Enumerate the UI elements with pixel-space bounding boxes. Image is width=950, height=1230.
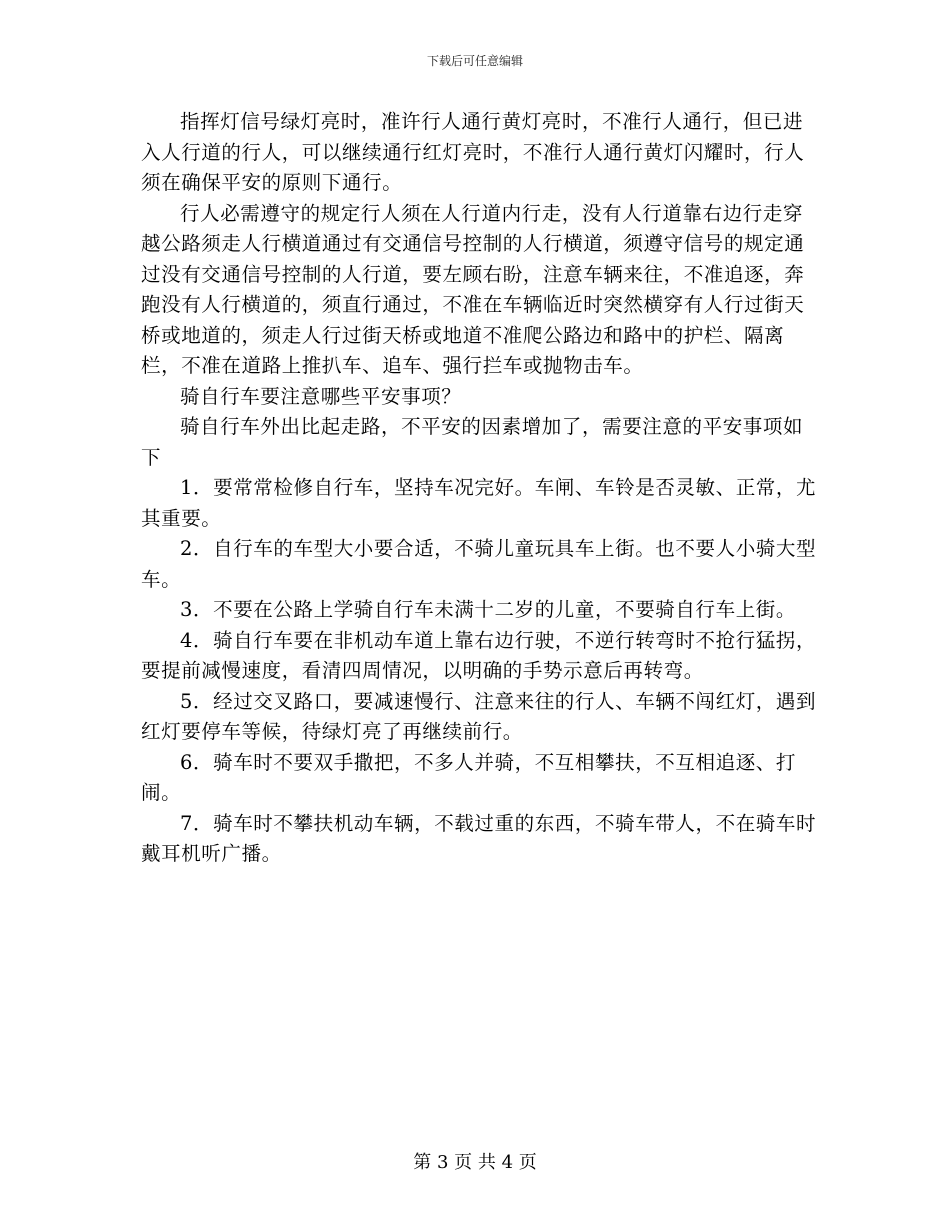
list-item: 7．骑车时不攀扶机动车辆，不载过重的东西，不骑车带人，不在骑车时戴耳机听广播。 <box>141 811 817 865</box>
list-item: 5．经过交叉路口，要减速慢行、注意来往的行人、车辆不闯红灯，遇到红灯要停车等候，待绿灯亮了再继续前行。 <box>141 689 817 743</box>
list-item: 4．骑自行车要在非机动车道上靠右边行驶，不逆行转弯时不抢行猛拐，要提前减慢速度，看清四周情况，以明确的手势示意后再转弯。 <box>141 628 817 682</box>
document-body <box>141 107 821 870</box>
page-number: 第 3 页 共 4 页 <box>413 1152 537 1173</box>
list-item: 1．要常常检修自行车，坚持车况完好。车闸、车铃是否灵敏、正常，尤其重要。 <box>141 476 817 530</box>
paragraph: 行人必需遵守的规定行人须在人行道内行走，没有人行道靠右边行走穿越公路须走人行横道通过有交通信号控制的人行横道，须遵守信号的规定通过没有交通信号控制的人行道，要左顾右盼，注意车辆来往，不准追逐，奔跑没有人行横道的，须直行通过，不准在车辆临近时突然横穿有人行过街天桥或地道的，须走人行过街天桥或地道不准爬公路边和路中的护栏、隔离栏，不准在道路上推扒车、追车、强行拦车或抛物击车。 <box>141 201 805 377</box>
paragraph: 骑自行车外出比起走路，不平安的因素增加了，需要注意的平安事项如下 <box>141 415 804 469</box>
section-question: 骑自行车要注意哪些平安事项？ <box>180 384 462 408</box>
list-item: 3．不要在公路上学骑自行车未满十二岁的儿童，不要骑自行车上街。 <box>180 598 797 621</box>
page-header: 下载后可任意编辑 <box>426 54 523 68</box>
paragraph: 指挥灯信号绿灯亮时，准许行人通行黄灯亮时，不准行人通行，但已进入人行道的行人，可以继续通行红灯亮时，不准行人通行黄灯闪耀时，行人须在确保平安的原则下通行。 <box>141 110 805 194</box>
list-item: 6．骑车时不要双手撒把，不多人并骑，不互相攀扶，不互相追逐、打闹。 <box>141 750 797 804</box>
list-item: 2．自行车的车型大小要合适，不骑儿童玩具车上街。也不要人小骑大型车。 <box>141 537 817 591</box>
